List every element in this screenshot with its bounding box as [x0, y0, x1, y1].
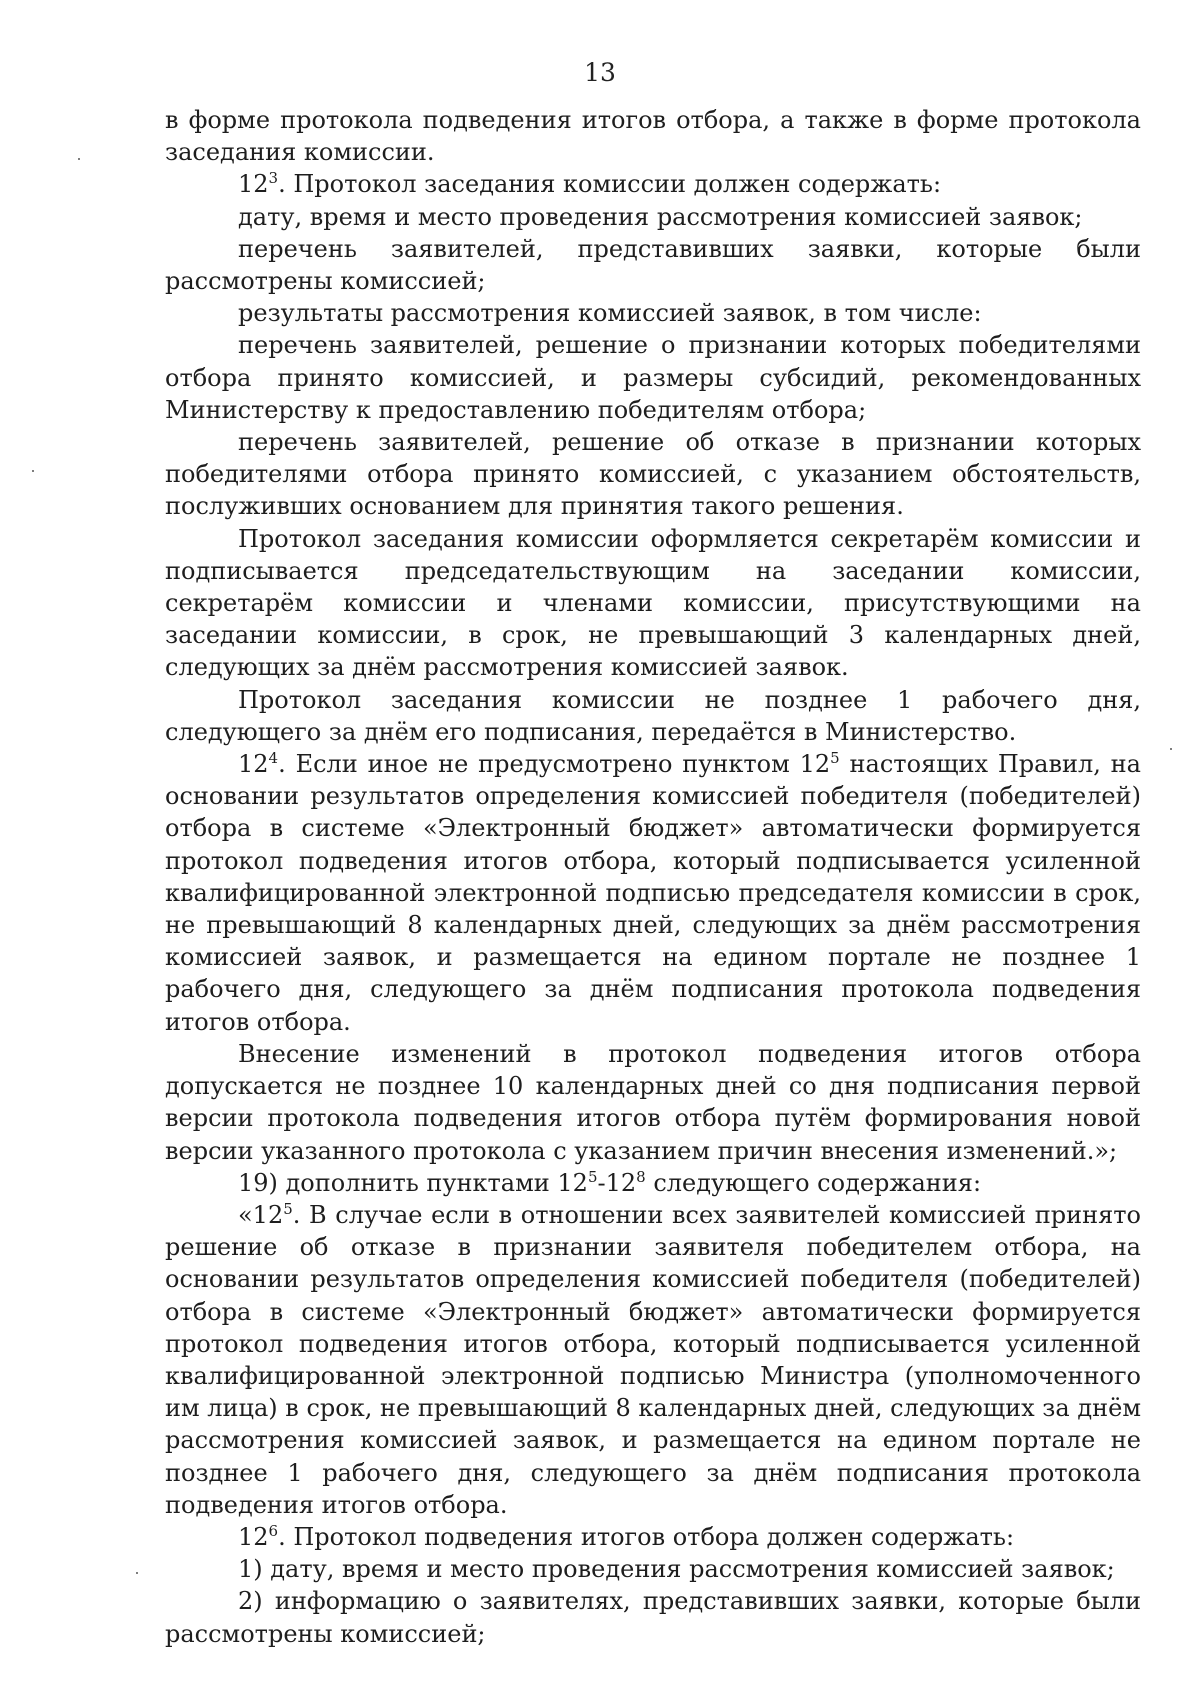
paragraph-text: . Протокол подведения итогов отбора должен содержать: — [278, 1522, 1015, 1551]
page-number: 13 — [584, 58, 616, 87]
paragraph-text: перечень заявителей, решение о признании которых победителями отбора принято комиссией, и размеры субсидий, рекомендованных Министерству к предоставлению победителям отбора; — [165, 331, 1141, 424]
paragraph-text: -12 — [597, 1168, 637, 1197]
paragraph — [165, 1199, 1141, 1521]
paragraph — [165, 329, 1141, 426]
paragraph — [165, 1585, 1141, 1649]
superscript: 5 — [830, 749, 840, 768]
paragraph-text: в форме протокола подведения итогов отбора, а также в форме протокола заседания комиссии. — [165, 106, 1141, 167]
superscript: 5 — [283, 1199, 293, 1218]
paragraph-text: 19) дополнить пунктами 12 — [238, 1168, 588, 1197]
superscript: 6 — [268, 1521, 279, 1540]
paragraph — [165, 233, 1141, 297]
paragraph — [165, 1038, 1141, 1167]
paragraph — [165, 684, 1141, 748]
paragraph-text: 1) дату, время и место проведения рассмотрения комиссией заявок; — [238, 1555, 1115, 1584]
paragraph-text: «12 — [238, 1200, 284, 1229]
superscript: 8 — [636, 1167, 646, 1186]
paragraph — [165, 523, 1141, 684]
paragraph-text: . Если иное не предусмотрено пунктом 12 — [278, 750, 831, 779]
paragraph-text: перечень заявителей, представивших заявки, которые были рассмотрены комиссией; — [165, 234, 1141, 296]
paragraph-text: дату, время и место проведения рассмотрения комиссией заявок; — [238, 202, 1083, 231]
paragraph-text: . Протокол заседания комиссии должен содержать: — [278, 170, 942, 199]
paragraph-text: Внесение изменений в протокол подведения итогов отбора допускается не позднее 10 календарных дней со дня подписания первой версии протокола подведения итогов отбора путём формирования новой версии указанного протокола с указанием причин внесения изменений.»; — [165, 1039, 1141, 1165]
paragraph — [165, 104, 1141, 168]
paragraph-text: Протокол заседания комиссии оформляется секретарём комиссии и подписывается председательствующим на заседании комиссии, секретарём комиссии и членами комиссии, присутствующими на заседании комиссии, в срок, не превышающий 3 календарных дней, следующих за днём рассмотрения комиссией заявок. — [165, 524, 1141, 682]
paragraph-text: 2) информацию о заявителях, представивших заявки, которые были рассмотрены комиссией; — [165, 1587, 1141, 1648]
scan-speck — [136, 1572, 138, 1574]
paragraph — [165, 1553, 1141, 1585]
scan-speck — [78, 158, 80, 160]
paragraph-text: перечень заявителей, решение об отказе в признании которых победителями отбора принято комиссией, с указанием обстоятельств, послуживших основанием для принятия такого решения. — [165, 428, 1141, 521]
paragraph — [165, 426, 1141, 523]
paragraph — [165, 201, 1141, 233]
paragraph-text: 12 — [238, 170, 269, 199]
paragraph-text: 12 — [238, 1522, 269, 1551]
paragraph-text: следующего содержания: — [645, 1168, 982, 1197]
superscript: 4 — [268, 749, 279, 768]
paragraph — [165, 748, 1141, 1038]
paragraph-text: 12 — [238, 750, 269, 779]
paragraph-text: Протокол заседания комиссии не позднее 1 рабочего дня, следующего за днём его подписания, передаётся в Министерство. — [165, 685, 1141, 746]
document-body — [165, 104, 1141, 1650]
scan-speck — [1170, 748, 1172, 750]
paragraph-text: результаты рассмотрения комиссией заявок, в том числе: — [238, 299, 982, 328]
paragraph-text: настоящих Правил, на основании результатов определения комиссией победителя (победителей) отбора в системе «Электронный бюджет» автоматически формируется протокол подведения итогов отбора, который подписывается усиленной квалифицированной электронной подписью председателя комиссии в срок, не превышающий 8 календарных дней, следующих за днём рассмотрения комиссией заявок, и размещается на едином портале не позднее 1 рабочего дня, следующего за днём подписания протокола подведения итогов отбора. — [165, 750, 1141, 1036]
paragraph — [165, 1521, 1141, 1553]
superscript: 5 — [587, 1167, 598, 1186]
paragraph-text: . В случае если в отношении всех заявителей комиссией принято решение об отказе в признании заявителя победителем отбора, на основании результатов определения комиссией победителя (победителей) отбора в системе «Электронный бюджет» автоматически формируется протокол подведения итогов отбора, который подписывается усиленной квалифицированной электронной подписью Министра (уполномоченного им лица) в срок, не превышающий 8 календарных дней, следующих за днём рассмотрения комиссией заявок, и размещается на едином портале не позднее 1 рабочего дня, следующего за днём подписания протокола подведения итогов отбора. — [165, 1200, 1141, 1519]
superscript: 3 — [268, 169, 279, 188]
paragraph — [165, 168, 1141, 200]
paragraph — [165, 1167, 1141, 1199]
scan-speck — [32, 470, 34, 472]
paragraph — [165, 297, 1141, 329]
